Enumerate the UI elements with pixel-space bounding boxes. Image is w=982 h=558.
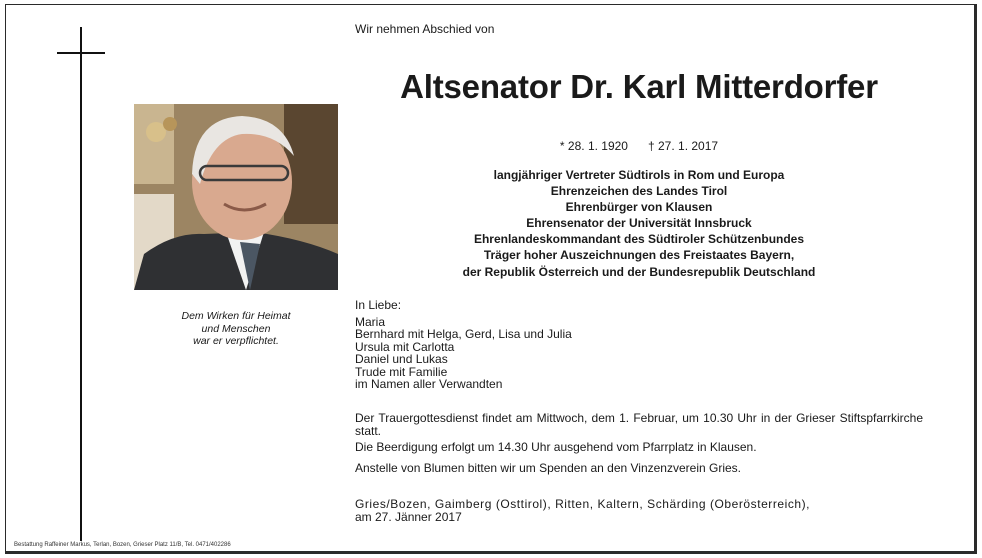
birth-date: * 28. 1. 1920 xyxy=(559,139,628,153)
in-love-label: In Liebe: xyxy=(355,298,402,312)
service-info xyxy=(355,412,923,475)
cross-icon-bar xyxy=(57,52,105,54)
honor-line: Träger hoher Auszeichnungen des Freistaates Bayern, xyxy=(483,248,795,263)
honor-line: Ehrenzeichen des Landes Tirol xyxy=(550,184,728,199)
burial-text: Die Beerdigung erfolgt um 14.30 Uhr ausgehend vom Pfarrplatz in Klausen. xyxy=(355,440,757,454)
life-dates xyxy=(355,139,923,153)
cross-icon xyxy=(80,27,82,541)
places-line: Gries/Bozen, Gaimberg (Osttirol), Ritten, Kaltern, Schärding (Oberösterreich), xyxy=(355,497,811,511)
caption-line: war er verpflichtet. xyxy=(193,335,279,348)
photo-caption xyxy=(134,310,338,348)
portrait-photo xyxy=(134,104,338,290)
places-and-date xyxy=(355,498,810,524)
donation-text: Anstelle von Blumen bitten wir um Spenden an den Vinzenzverein Gries. xyxy=(355,461,741,475)
honor-line: Ehrensenator der Universität Innsbruck xyxy=(526,216,752,231)
family-member: Bernhard mit Helga, Gerd, Lisa und Julia xyxy=(355,327,572,342)
caption-line: Dem Wirken für Heimat xyxy=(181,310,291,322)
family-member: Maria xyxy=(355,315,386,329)
death-date: † 27. 1. 2017 xyxy=(648,139,719,153)
intro-text: Wir nehmen Abschied von xyxy=(355,22,495,36)
honor-line: Ehrenlandeskommandant des Südtiroler Schützenbundes xyxy=(473,232,805,247)
honor-line: Ehrenbürger von Klausen xyxy=(565,200,713,215)
honors-list xyxy=(355,167,923,280)
family-member: im Namen aller Verwandten xyxy=(355,377,503,392)
family-member: Trude mit Familie xyxy=(355,364,448,379)
deceased-name: Altsenator Dr. Karl Mitterdorfer xyxy=(400,68,878,105)
funeral-mass-text: Der Trauergottesdienst findet am Mittwoch, dem 1. Februar, um 10.30 Uhr in der Grieser Stiftspfarrkirche statt. xyxy=(355,411,923,438)
family-member: Ursula mit Carlotta xyxy=(355,339,455,354)
caption-line: und Menschen xyxy=(201,322,271,335)
date-line: am 27. Jänner 2017 xyxy=(355,510,462,524)
family-list xyxy=(355,316,572,390)
family-member: Daniel und Lukas xyxy=(355,352,448,367)
honor-line: langjähriger Vertreter Südtirols in Rom und Europa xyxy=(493,168,785,182)
honor-line: der Republik Österreich und der Bundesrepublik Deutschland xyxy=(462,264,816,279)
funeral-home-footer: Bestattung Raffeiner Markus, Terlan, Bozen, Grieser Platz 11/B, Tel. 0471/402286 xyxy=(14,542,231,548)
